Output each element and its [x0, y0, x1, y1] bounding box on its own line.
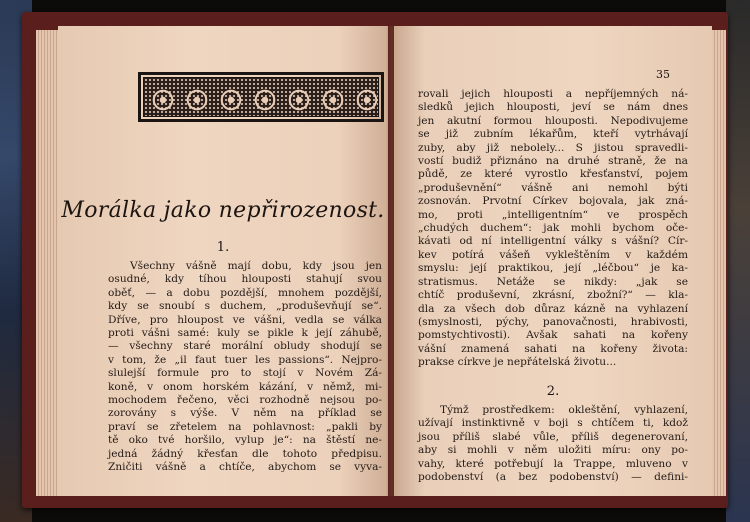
right-page: [394, 26, 712, 496]
ornamental-header-band: [138, 72, 384, 122]
text-line: podobenství (a bez podobenství) — defini-: [418, 471, 688, 484]
text-line: smyslu: její praktikou, její „léčbou“ je ka-: [418, 262, 688, 275]
text-line: zorovány s výše. V něm na příklad se: [108, 407, 382, 420]
text-line: jen akutní formou hlouposti. Nepodivujeme: [418, 114, 688, 127]
text-line: „produševnění“ vášně ani nemohl býti: [418, 181, 688, 194]
text-line: vostí budiž přiznáno na druhé straně, že na: [418, 155, 688, 168]
text-line: proti vášni samé: kuly se pikle k její záhubě,: [108, 327, 382, 340]
text-line: zosnován. Prvotní Církev bojovala, jak zná-: [418, 195, 688, 208]
text-line: vášní znamená sahati na kořeny života:: [418, 342, 688, 355]
text-line: půdě, ze které vyrostlo křesťanství, pojem: [418, 168, 688, 181]
page-edges-right: [712, 30, 726, 496]
text-line: v tom, že „il faut tuer les passions“. Nejpro-: [108, 353, 382, 366]
right-page-text-bottom: [418, 404, 688, 484]
text-line: rovali jejich hlouposti a nepříjemných ná-: [418, 88, 688, 100]
text-line: „chudých duchem“: jak mohli bychom oče-: [418, 222, 688, 235]
text-line: dla za všech dob důraz kázně na vyhlazení: [418, 302, 688, 315]
text-line: pomstychtivosti). Avšak sahati na kořeny: [418, 329, 688, 342]
text-line: Týmž prostředkem: okleštění, vyhlazení,: [440, 404, 688, 416]
text-line: užívají instinktivně v boji s chtíčem ti, kdož: [418, 417, 688, 430]
text-line: mochodem řečeno, věci rozhodně nejsou po-: [108, 394, 382, 407]
text-line: koně, v onom horském kázání, v němž, mi-: [108, 380, 382, 393]
right-page-text-top: [418, 88, 688, 370]
text-line: vahy, které potřebují la Trappe, mluveno v: [418, 457, 688, 470]
text-line: praví se zřetelem na pohlavnost: „pakli by: [108, 420, 382, 433]
text-line: sledků jejich hlouposti, jeví se nám dnes: [418, 101, 688, 114]
text-line: kev potírá vášeň vykleštěním v každém: [418, 248, 688, 261]
text-line: mo, proti „intelligentním“ ve prospěch: [418, 208, 688, 221]
text-line: — všechny staré morální obludy shodují se: [108, 340, 382, 353]
text-line: kdy se snoubí s duchem, „produševňují se“.: [108, 300, 382, 313]
page-edges-left: [36, 30, 58, 496]
section-number-2: 2.: [546, 384, 560, 399]
background-cloth-right: [726, 0, 750, 522]
text-line: prakse církve je nepřátelská životu...: [418, 356, 617, 369]
text-line: zuby, aby již nebolely... S jistou spravedli-: [418, 141, 688, 154]
text-line: tě oko tvé horšilo, vylup je“: na štěstí ne-: [108, 434, 382, 447]
text-line: kávati od ní intelligentní války s vášní? Cír-: [418, 235, 688, 248]
page-number: 35: [656, 68, 670, 81]
text-line: Všechny vášně mají dobu, kdy jsou jen: [130, 260, 382, 272]
section-number-1: 1.: [216, 240, 230, 255]
ornament-pattern: [143, 77, 379, 117]
text-line: Zničiti vášně a chtíče, abychom se vyva-: [108, 461, 382, 474]
text-line: chtíč produševní, zkrásní, zbožní?“ — kla-: [418, 289, 688, 302]
text-line: osudné, kdy tíhou hlouposti stahují svou: [108, 273, 382, 286]
chapter-title: Morálka jako nepřirozenost.: [61, 198, 385, 223]
text-line: slulejší formule pro to stojí v Novém Zá-: [108, 367, 382, 380]
left-page: [58, 26, 388, 496]
text-line: oběť, — a dobu pozdější, mnohem pozdější,: [108, 286, 382, 299]
open-book: [22, 12, 728, 508]
text-line: jsou příliš slabé vůle, příliš degenerovaní,: [418, 430, 688, 443]
text-line: Dříve, pro hloupost ve vášni, vedla se válka: [108, 313, 382, 326]
text-line: (smyslnosti, pýchy, panovačnosti, hrabivosti,: [418, 315, 688, 328]
text-line: jedná žádný křesťan dle tohoto předpisu.: [108, 447, 382, 460]
text-line: se již zubním lékařům, kteří vytrhávají: [418, 128, 688, 141]
text-line: aby si mohli v něm uložiti míru: ony po-: [418, 444, 688, 457]
text-line: stratismus. Netáže se nikdy: „jak se: [418, 275, 688, 288]
left-page-text: [108, 260, 382, 475]
